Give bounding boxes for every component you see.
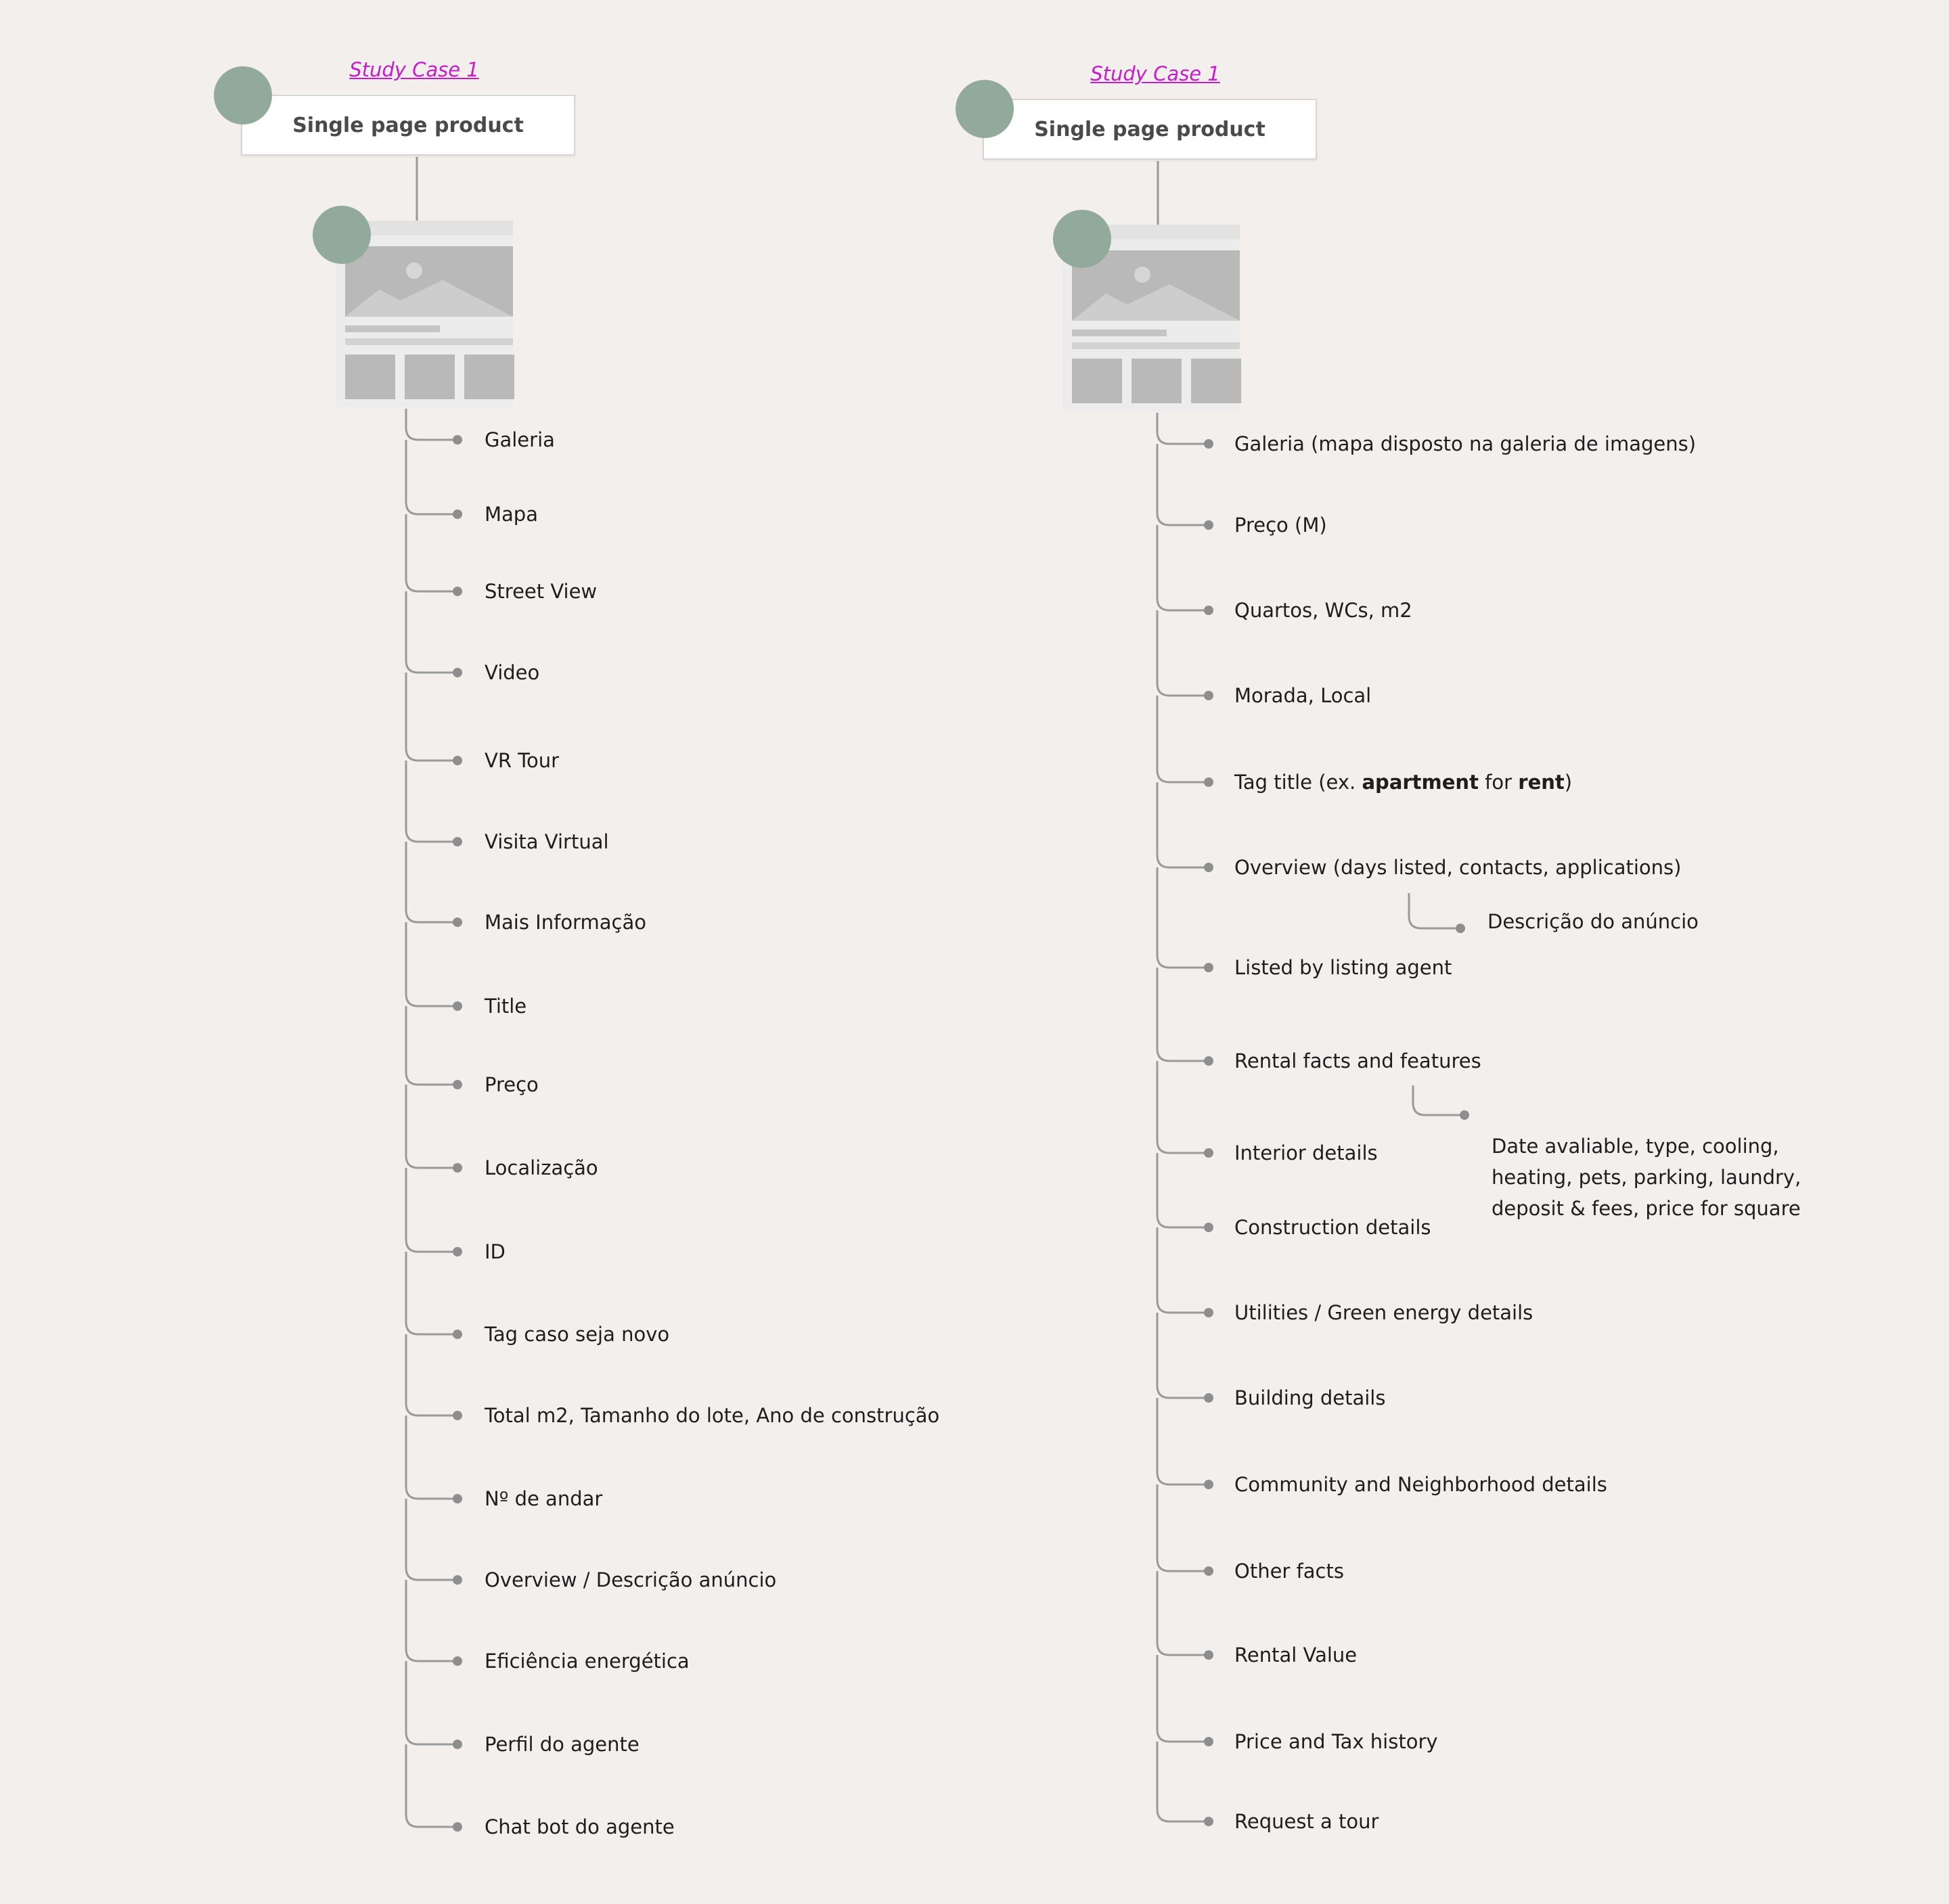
branch-connector xyxy=(1157,1313,1209,1398)
branch-dot xyxy=(1460,1110,1469,1120)
sub-branch-connector xyxy=(1409,893,1460,928)
branch-connector xyxy=(406,1744,457,1827)
sitemap-item-label[interactable]: Title xyxy=(485,995,527,1018)
sitemap-item-label[interactable]: Mais Informação xyxy=(485,911,646,934)
label-part: Tag title (ex. xyxy=(1234,771,1362,794)
mountain-image-icon xyxy=(345,246,513,317)
page-title-card-2 xyxy=(983,99,1317,160)
branch-connector xyxy=(1157,1571,1209,1655)
branch-dot xyxy=(453,509,462,519)
sitemap-item-label[interactable]: Overview / Descrição anúncio xyxy=(485,1568,777,1591)
branch-connector xyxy=(1157,696,1209,782)
branch-dot xyxy=(453,1247,462,1256)
branch-dot xyxy=(1204,777,1213,787)
sub-branch-connector xyxy=(1413,1085,1464,1115)
branch-connector xyxy=(406,1661,457,1744)
branch-connector xyxy=(1157,1484,1209,1571)
node-marker-2 xyxy=(313,206,371,264)
sitemap-item-label[interactable]: Building details xyxy=(1234,1386,1386,1409)
branch-connector xyxy=(1157,782,1209,867)
branch-dot xyxy=(1204,1480,1213,1489)
sitemap-item-label[interactable]: Community and Neighborhood details xyxy=(1234,1473,1607,1496)
label-part: ) xyxy=(1564,771,1573,794)
branch-connector xyxy=(406,842,457,922)
page-title-2: Single page product xyxy=(1034,117,1265,141)
branch-connector xyxy=(1157,867,1209,968)
sitemap-item-label[interactable]: Morada, Local xyxy=(1234,684,1372,707)
branch-connector xyxy=(406,440,457,514)
wireframe-text-line xyxy=(1072,330,1167,336)
branch-connector xyxy=(406,1499,457,1580)
wireframe-text-line xyxy=(345,338,513,345)
branch-dot xyxy=(453,1656,462,1666)
label-line: Date avaliable, type, cooling, xyxy=(1492,1135,1779,1158)
sitemap-item-label[interactable]: Interior details xyxy=(1234,1141,1378,1164)
branch-dot xyxy=(453,668,462,677)
branch-dot xyxy=(453,1494,462,1503)
branch-dot xyxy=(453,1080,462,1089)
branch-dot xyxy=(453,1822,462,1832)
branch-connector xyxy=(1157,1227,1209,1313)
sitemap-item-label[interactable]: Utilities / Green energy details xyxy=(1234,1301,1533,1324)
branch-dot xyxy=(453,1740,462,1749)
node-marker-4 xyxy=(1053,210,1111,268)
branch-connector xyxy=(406,591,457,673)
branch-dot xyxy=(1204,1566,1213,1576)
page-title-card-1 xyxy=(241,95,575,156)
branch-dot xyxy=(453,756,462,765)
branch-connector xyxy=(406,673,457,761)
sitemap-item-label[interactable]: Construction details xyxy=(1234,1216,1431,1239)
branch-connector xyxy=(1157,1153,1209,1227)
wireframe-thumb-box xyxy=(1132,359,1182,403)
label-part: apartment xyxy=(1362,771,1479,794)
branch-connector xyxy=(406,1415,457,1499)
branch-dot xyxy=(1204,520,1213,530)
branch-connector xyxy=(406,514,457,591)
branch-connector xyxy=(406,1168,457,1252)
sitemap-item-label[interactable]: Other facts xyxy=(1234,1560,1344,1583)
branch-connector xyxy=(1157,968,1209,1061)
wireframe-thumb-box xyxy=(1191,359,1241,403)
label-part: rent xyxy=(1518,771,1565,794)
branch-dot xyxy=(1204,863,1213,872)
branch-connector xyxy=(406,1580,457,1661)
study-case-link-1[interactable]: Study Case 1 xyxy=(349,58,479,81)
wireframe-text-line xyxy=(345,325,440,332)
image-placeholder-icon xyxy=(345,246,513,317)
label-part: for xyxy=(1478,771,1519,794)
branch-connector xyxy=(1157,1742,1209,1821)
branch-dot xyxy=(1456,924,1465,933)
branch-connector xyxy=(406,922,457,1006)
branch-dot xyxy=(1204,1650,1213,1660)
branch-dot xyxy=(1204,1393,1213,1403)
branch-connector xyxy=(1157,444,1209,525)
wireframe-thumb-box xyxy=(464,355,514,399)
branch-connector xyxy=(406,409,457,440)
branch-dot xyxy=(453,587,462,596)
sitemap-item-label[interactable]: Quartos, WCs, m2 xyxy=(1234,599,1412,622)
branch-dot xyxy=(1204,1817,1213,1826)
branch-connector xyxy=(1157,1061,1209,1153)
sitemap-item-label[interactable]: VR Tour xyxy=(485,749,560,772)
branch-connector xyxy=(406,1252,457,1334)
branch-dot xyxy=(1204,606,1213,615)
sitemap-item-label[interactable]: Tag caso seja novo xyxy=(485,1323,670,1346)
sitemap-item-label[interactable]: Galeria (mapa disposto na galeria de imagens) xyxy=(1234,432,1697,455)
branch-dot xyxy=(453,1330,462,1339)
branch-connector xyxy=(406,761,457,842)
wireframe-text-line xyxy=(1072,342,1240,349)
sitemap-item-label[interactable]: Rental facts and features xyxy=(1234,1049,1481,1072)
sitemap-item-label[interactable]: ID xyxy=(485,1240,506,1263)
sitemap-item-label[interactable]: Price and Tax history xyxy=(1234,1730,1438,1753)
sitemap-item-label[interactable]: Nº de andar xyxy=(485,1487,603,1510)
sitemap-item-label[interactable]: Galeria xyxy=(485,428,555,451)
branch-dot xyxy=(1204,963,1213,972)
branch-dot xyxy=(453,837,462,846)
sitemap-item-label[interactable]: Localização xyxy=(485,1156,598,1179)
sitemap-item-label[interactable]: Eficiência energética xyxy=(485,1650,690,1673)
branch-dot xyxy=(1204,439,1213,449)
branch-dot xyxy=(1204,1148,1213,1158)
node-marker-3 xyxy=(956,80,1014,138)
branch-connector xyxy=(406,1334,457,1415)
sitemap-item-label[interactable]: Visita Virtual xyxy=(485,830,609,853)
branch-dot xyxy=(453,435,462,445)
wireframe-thumb-box xyxy=(345,355,395,399)
sitemap-item-label[interactable]: Listed by listing agent xyxy=(1234,956,1452,979)
study-case-link-2[interactable]: Study Case 1 xyxy=(1090,62,1220,85)
wireframe-thumb-box xyxy=(405,355,455,399)
sitemap-item-label[interactable]: Total m2, Tamanho do lote, Ano de construção xyxy=(485,1404,940,1427)
branch-dot xyxy=(453,1163,462,1173)
branch-connector xyxy=(1157,413,1209,444)
branch-connector xyxy=(1157,1655,1209,1742)
sitemap-item-label[interactable]: Mapa xyxy=(485,503,538,526)
sitemap-item-label[interactable]: Overview (days listed, contacts, applications) xyxy=(1234,856,1682,879)
sitemap-item-label[interactable]: Request a tour xyxy=(1234,1810,1379,1833)
branch-dot xyxy=(1204,1308,1213,1317)
sitemap-item-label[interactable]: Preço (M) xyxy=(1234,514,1327,537)
branch-dot xyxy=(1204,1056,1213,1066)
label-line: deposit & fees, price for square xyxy=(1492,1197,1801,1220)
branch-dot xyxy=(1204,1737,1213,1746)
page-title-1: Single page product xyxy=(292,113,524,137)
node-marker-1 xyxy=(214,66,272,124)
sitemap-item-label[interactable]: Video xyxy=(485,661,540,684)
sitemap-item-label[interactable] xyxy=(1234,773,1572,792)
sitemap-item-label[interactable]: Descrição do anúncio xyxy=(1487,910,1699,933)
sitemap-item-label[interactable]: Perfil do agente xyxy=(485,1733,640,1756)
branch-connector xyxy=(1157,610,1209,696)
branch-connector xyxy=(406,1085,457,1168)
sitemap-item-label[interactable]: Chat bot do agente xyxy=(485,1815,675,1838)
branch-dot xyxy=(453,1411,462,1420)
branch-dot xyxy=(453,1575,462,1585)
branch-dot xyxy=(1204,1223,1213,1232)
sitemap-item-label[interactable]: Preço xyxy=(485,1073,539,1096)
branch-connector xyxy=(406,1006,457,1085)
sitemap-item-label[interactable] xyxy=(1492,1131,1810,1224)
branch-dot xyxy=(1204,691,1213,700)
sitemap-item-label[interactable]: Rental Value xyxy=(1234,1644,1358,1667)
sitemap-item-label[interactable]: Street View xyxy=(485,580,598,603)
branch-dot xyxy=(453,917,462,927)
branch-dot xyxy=(453,1001,462,1011)
branch-connector xyxy=(1157,525,1209,610)
wireframe-thumb-box xyxy=(1072,359,1122,403)
label-line: heating, pets, parking, laundry, xyxy=(1492,1166,1801,1189)
branch-connector xyxy=(1157,1398,1209,1484)
